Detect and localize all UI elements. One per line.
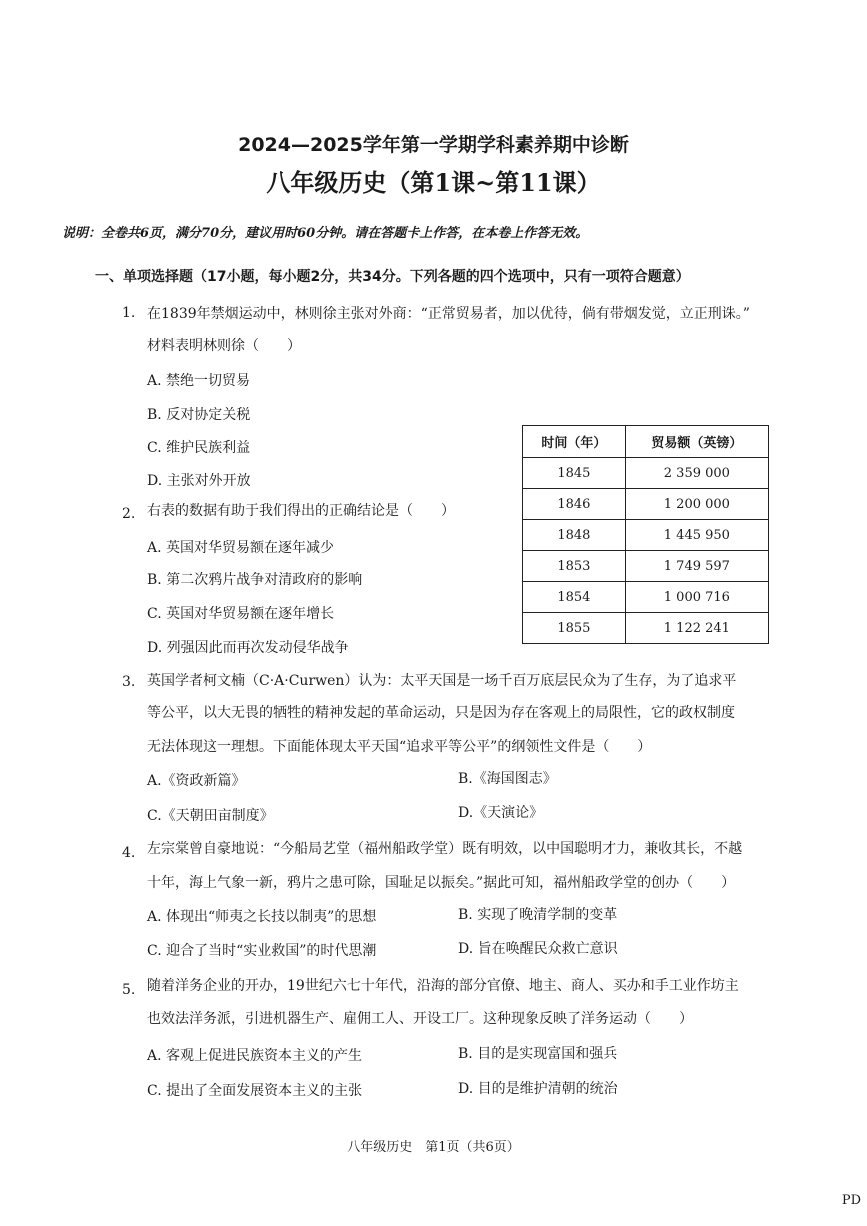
question-number: 5. bbox=[122, 982, 136, 998]
question-stem-line: 等公平，以大无畏的牺牲的精神发起的革命运动，只是因为存在客观上的局限性，它的政权制度 bbox=[147, 705, 735, 721]
question-stem-line: 在1839年禁烟运动中，林则徐主张对外商：“正常贸易者，加以优待，倘有带烟发觉，立正刑诛。” bbox=[147, 306, 750, 322]
question-stem-line: 随着洋务企业的开办，19世纪六七十年代，沿海的部分官僚、地主、商人、买办和手工业作坊主 bbox=[147, 978, 739, 994]
cell-amount: 1 122 241 bbox=[625, 613, 768, 644]
table-row bbox=[523, 551, 769, 582]
cell-year: 1854 bbox=[523, 582, 626, 613]
corner-mark: PD bbox=[841, 1193, 861, 1208]
column-header-amount: 贸易额（英镑） bbox=[625, 426, 768, 458]
exam-subtitle: 八年级历史（第1课~第11课） bbox=[266, 168, 601, 197]
option-b[interactable]: B. 第二次鸦片战争对清政府的影响 bbox=[147, 572, 363, 588]
option-a[interactable]: A. 禁绝一切贸易 bbox=[147, 373, 251, 389]
exam-instructions: 说明：全卷共6页，满分70分，建议用时60分钟。请在答题卡上作答，在本卷上作答无效。 bbox=[62, 226, 589, 241]
question-number: 4. bbox=[122, 845, 136, 861]
column-header-year: 时间（年） bbox=[523, 426, 626, 458]
table-row bbox=[523, 582, 769, 613]
question-stem-line: 英国学者柯文楠（C·A·Curwen）认为：太平天国是一场千百万底层民众为了生存，为了追求平 bbox=[147, 673, 737, 689]
cell-amount: 1 445 950 bbox=[625, 520, 768, 551]
option-b[interactable]: B. 实现了晚清学制的变革 bbox=[458, 907, 618, 923]
cell-year: 1848 bbox=[523, 520, 626, 551]
cell-year: 1855 bbox=[523, 613, 626, 644]
table-header-row bbox=[523, 426, 769, 458]
cell-year: 1853 bbox=[523, 551, 626, 582]
option-a[interactable]: A. 客观上促进民族资本主义的产生 bbox=[147, 1048, 363, 1064]
option-a[interactable]: A. 体现出“师夷之长技以制夷”的思想 bbox=[147, 909, 377, 925]
page-footer: 八年级历史 第1页（共6页） bbox=[347, 1140, 520, 1155]
table-row bbox=[523, 489, 769, 520]
option-b[interactable]: B.《海国图志》 bbox=[458, 771, 557, 787]
option-c[interactable]: C. 英国对华贸易额在逐年增长 bbox=[147, 606, 335, 622]
question-stem-line: 无法体现这一理想。下面能体现太平天国“追求平等公平”的纲领性文件是（ ） bbox=[147, 739, 652, 755]
option-a[interactable]: A.《资政新篇》 bbox=[147, 773, 246, 789]
option-d[interactable]: D. 目的是维护清朝的统治 bbox=[458, 1081, 618, 1097]
question-stem-line: 也效法洋务派，引进机器生产、雇佣工人、开设工厂。这种现象反映了洋务运动（ ） bbox=[147, 1011, 693, 1027]
cell-year: 1846 bbox=[523, 489, 626, 520]
trade-table bbox=[522, 425, 769, 644]
option-d[interactable]: D. 列强因此而再次发动侵华战争 bbox=[147, 640, 349, 656]
question-number: 1. bbox=[122, 305, 136, 321]
question-number: 3. bbox=[122, 674, 136, 690]
option-c[interactable]: C. 提出了全面发展资本主义的主张 bbox=[147, 1083, 363, 1099]
option-c[interactable]: C. 迎合了当时“实业救国”的时代思潮 bbox=[147, 943, 377, 959]
option-b[interactable]: B. 反对协定关税 bbox=[147, 407, 251, 423]
section-heading: 一、单项选择题（17小题，每小题2分，共34分。下列各题的四个选项中，只有一项符合题意） bbox=[95, 269, 690, 285]
question-number: 2. bbox=[122, 506, 136, 522]
option-d[interactable]: D. 旨在唤醒民众救亡意识 bbox=[458, 941, 618, 957]
question-stem-line: 左宗棠曾自豪地说：“今船局艺堂（福州船政学堂）既有明效，以中国聪明才力，兼收其长，不越 bbox=[147, 841, 743, 857]
option-d[interactable]: D.《天演论》 bbox=[458, 805, 544, 821]
question-stem-line: 右表的数据有助于我们得出的正确结论是（ ） bbox=[147, 503, 455, 519]
table-row bbox=[523, 613, 769, 644]
question-stem-line: 十年，海上气象一新，鸦片之患可除，国耻足以振矣。”据此可知，福州船政学堂的创办（ ） bbox=[147, 875, 736, 891]
cell-amount: 2 359 000 bbox=[625, 458, 768, 489]
option-d[interactable]: D. 主张对外开放 bbox=[147, 473, 251, 489]
exam-title: 2024—2025学年第一学期学科素养期中诊断 bbox=[238, 134, 629, 156]
cell-amount: 1 000 716 bbox=[625, 582, 768, 613]
cell-amount: 1 749 597 bbox=[625, 551, 768, 582]
table-row bbox=[523, 520, 769, 551]
cell-amount: 1 200 000 bbox=[625, 489, 768, 520]
option-c[interactable]: C.《天朝田亩制度》 bbox=[147, 808, 274, 824]
option-c[interactable]: C. 维护民族利益 bbox=[147, 440, 251, 456]
table-row bbox=[523, 458, 769, 489]
question-stem-line: 材料表明林则徐（ ） bbox=[147, 338, 301, 354]
option-a[interactable]: A. 英国对华贸易额在逐年减少 bbox=[147, 540, 335, 556]
cell-year: 1845 bbox=[523, 458, 626, 489]
option-b[interactable]: B. 目的是实现富国和强兵 bbox=[458, 1046, 618, 1062]
